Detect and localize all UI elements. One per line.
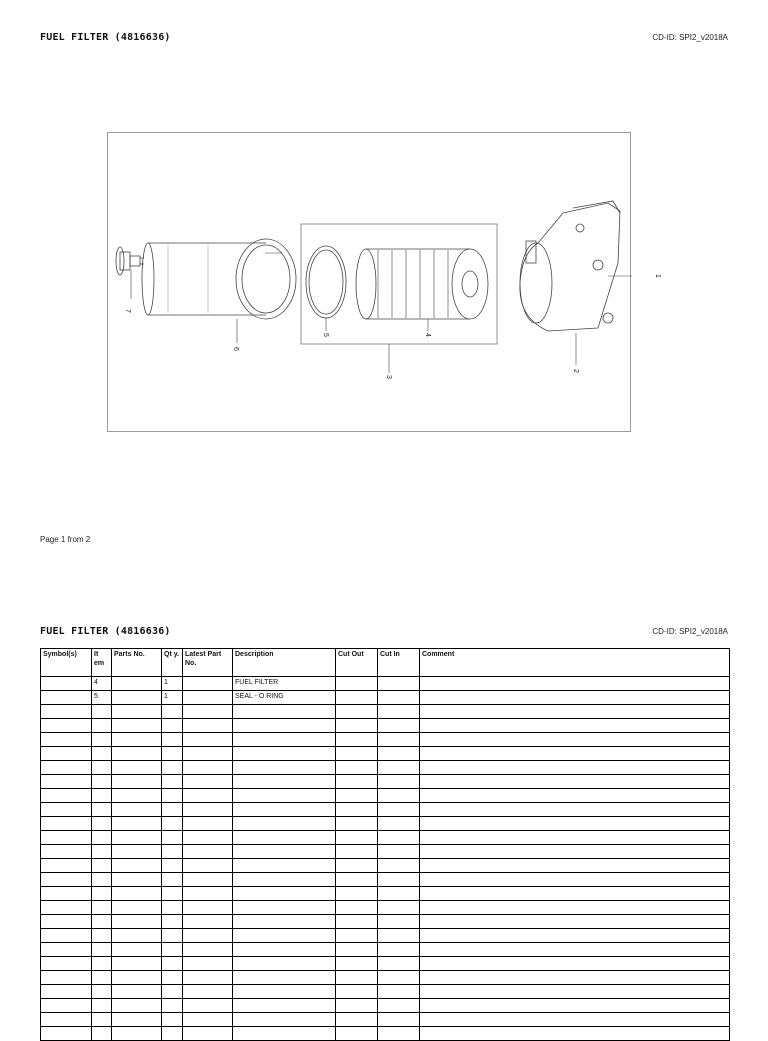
table-cell xyxy=(92,873,112,887)
page-number: Page 1 from 2 xyxy=(40,535,91,544)
table-cell xyxy=(162,733,183,747)
page-1-cd-id: CD-ID: SPI2_v2018A xyxy=(652,33,728,42)
leader-lines xyxy=(131,253,632,373)
callout-2: 2 xyxy=(572,369,579,373)
table-cell xyxy=(420,999,730,1013)
table-cell xyxy=(112,845,162,859)
table-cell xyxy=(162,929,183,943)
table-cell xyxy=(92,831,112,845)
table-cell xyxy=(336,775,378,789)
table-cell xyxy=(378,761,420,775)
table-cell xyxy=(112,719,162,733)
table-cell xyxy=(183,845,233,859)
table-cell xyxy=(183,915,233,929)
table-cell xyxy=(378,915,420,929)
table-cell xyxy=(336,831,378,845)
fuel-filter-drawing xyxy=(108,133,632,433)
table-cell xyxy=(162,943,183,957)
table-row-empty xyxy=(41,733,730,747)
table-cell xyxy=(336,1027,378,1041)
table-cell xyxy=(378,985,420,999)
table-cell xyxy=(183,859,233,873)
table-cell xyxy=(420,971,730,985)
table-cell xyxy=(92,915,112,929)
table-cell xyxy=(420,887,730,901)
table-cell xyxy=(112,677,162,691)
table-cell: 5 xyxy=(92,691,112,705)
table-cell xyxy=(112,705,162,719)
table-cell xyxy=(183,775,233,789)
table-cell xyxy=(420,943,730,957)
table-cell xyxy=(162,887,183,901)
table-cell xyxy=(41,817,92,831)
header-comment: Comment xyxy=(420,649,730,677)
table-cell xyxy=(378,929,420,943)
table-cell xyxy=(92,747,112,761)
table-cell xyxy=(92,719,112,733)
table-cell xyxy=(41,719,92,733)
table-cell xyxy=(112,775,162,789)
table-cell xyxy=(378,873,420,887)
table-cell xyxy=(336,887,378,901)
table-cell xyxy=(378,1013,420,1027)
table-cell xyxy=(233,915,336,929)
table-cell xyxy=(378,971,420,985)
table-cell xyxy=(112,789,162,803)
table-cell xyxy=(420,915,730,929)
table-cell xyxy=(41,901,92,915)
table-cell xyxy=(420,1027,730,1041)
table-cell xyxy=(112,915,162,929)
table-row-empty xyxy=(41,887,730,901)
table-cell xyxy=(92,1027,112,1041)
table-cell xyxy=(378,999,420,1013)
table-cell xyxy=(233,719,336,733)
header-cut-out: Cut Out xyxy=(336,649,378,677)
table-cell xyxy=(378,677,420,691)
table-cell xyxy=(41,761,92,775)
table-cell xyxy=(420,901,730,915)
table-cell xyxy=(183,817,233,831)
table-cell xyxy=(420,859,730,873)
table-row-empty xyxy=(41,761,730,775)
o-ring-part xyxy=(306,246,346,318)
table-cell xyxy=(162,915,183,929)
table-cell xyxy=(233,1027,336,1041)
table-cell xyxy=(112,901,162,915)
table-cell xyxy=(92,999,112,1013)
table-cell xyxy=(378,831,420,845)
table-row-empty xyxy=(41,971,730,985)
table-cell xyxy=(112,831,162,845)
table-cell xyxy=(183,929,233,943)
table-cell xyxy=(162,845,183,859)
table-cell xyxy=(183,677,233,691)
table-cell xyxy=(378,747,420,761)
table-cell xyxy=(112,691,162,705)
table-cell xyxy=(378,887,420,901)
callout-5: 5 xyxy=(322,333,329,337)
table-cell xyxy=(336,929,378,943)
table-cell xyxy=(420,817,730,831)
table-cell xyxy=(41,929,92,943)
table-cell xyxy=(162,775,183,789)
table-row-empty xyxy=(41,817,730,831)
table-cell xyxy=(92,705,112,719)
header-cut-in: Cut In xyxy=(378,649,420,677)
table-cell xyxy=(183,747,233,761)
table-cell xyxy=(41,705,92,719)
group-3-frame xyxy=(301,224,497,344)
table-cell xyxy=(378,719,420,733)
table-cell xyxy=(112,943,162,957)
callout-1-wrapper xyxy=(652,272,664,284)
header-description: Description xyxy=(233,649,336,677)
table-cell xyxy=(336,761,378,775)
table-cell xyxy=(41,971,92,985)
table-cell xyxy=(336,915,378,929)
table-cell xyxy=(233,817,336,831)
table-cell xyxy=(420,929,730,943)
table-row-empty xyxy=(41,985,730,999)
table-cell xyxy=(183,761,233,775)
table-cell xyxy=(378,691,420,705)
table-cell xyxy=(336,817,378,831)
table-cell xyxy=(162,957,183,971)
table-cell xyxy=(92,845,112,859)
table-cell xyxy=(420,789,730,803)
table-cell xyxy=(183,873,233,887)
table-cell xyxy=(92,803,112,817)
table-row-empty xyxy=(41,705,730,719)
table-cell xyxy=(112,985,162,999)
table-cell xyxy=(41,677,92,691)
header-parts-no: Parts No. xyxy=(112,649,162,677)
table-cell xyxy=(420,775,730,789)
table-row-empty xyxy=(41,873,730,887)
table-row-empty xyxy=(41,957,730,971)
table-cell xyxy=(162,761,183,775)
table-row-empty xyxy=(41,747,730,761)
table-cell xyxy=(420,733,730,747)
table-header-row xyxy=(41,649,730,677)
table-cell xyxy=(183,789,233,803)
table-row-empty xyxy=(41,901,730,915)
table-cell xyxy=(41,803,92,817)
table-cell xyxy=(233,831,336,845)
callout-7: 7 xyxy=(124,309,131,313)
table-cell xyxy=(162,705,183,719)
table-cell: 1 xyxy=(162,677,183,691)
table-cell xyxy=(420,831,730,845)
table-cell xyxy=(112,803,162,817)
header-latest-part-no: Latest Part No. xyxy=(183,649,233,677)
table-cell xyxy=(336,747,378,761)
table-cell xyxy=(41,915,92,929)
table-cell xyxy=(112,733,162,747)
table-cell xyxy=(112,957,162,971)
parts-table-body xyxy=(41,677,730,1041)
table-cell xyxy=(92,971,112,985)
table-cell xyxy=(233,859,336,873)
table-cell xyxy=(336,803,378,817)
callout-6: 6 xyxy=(232,347,239,351)
table-cell xyxy=(112,1027,162,1041)
table-cell xyxy=(336,677,378,691)
table-cell xyxy=(41,887,92,901)
header-symbols: Symbol(s) xyxy=(41,649,92,677)
table-cell xyxy=(183,1027,233,1041)
table-cell xyxy=(233,747,336,761)
table-cell: FUEL FILTER xyxy=(233,677,336,691)
table-cell xyxy=(112,1013,162,1027)
table-cell xyxy=(183,733,233,747)
table-cell xyxy=(162,859,183,873)
table-cell xyxy=(233,775,336,789)
table-cell xyxy=(162,719,183,733)
table-cell xyxy=(92,957,112,971)
table-cell xyxy=(92,859,112,873)
table-cell xyxy=(336,789,378,803)
table-cell xyxy=(183,999,233,1013)
table-cell xyxy=(420,845,730,859)
table-cell xyxy=(378,845,420,859)
table-cell xyxy=(336,901,378,915)
table-cell xyxy=(233,929,336,943)
table-cell xyxy=(378,1027,420,1041)
table-cell xyxy=(233,985,336,999)
table-row-empty xyxy=(41,859,730,873)
table-cell xyxy=(233,887,336,901)
filter-bowl-part xyxy=(142,239,296,319)
table-cell xyxy=(183,705,233,719)
table-cell xyxy=(420,691,730,705)
table-cell xyxy=(233,971,336,985)
table-cell xyxy=(112,999,162,1013)
table-row-empty xyxy=(41,831,730,845)
table-row-empty xyxy=(41,943,730,957)
table-cell xyxy=(112,747,162,761)
table-cell xyxy=(420,677,730,691)
table-row-empty xyxy=(41,719,730,733)
table-cell xyxy=(378,705,420,719)
table-cell xyxy=(336,943,378,957)
table-cell xyxy=(41,789,92,803)
table-cell xyxy=(112,887,162,901)
table-cell xyxy=(336,691,378,705)
table-cell xyxy=(378,957,420,971)
table-cell xyxy=(112,859,162,873)
table-cell xyxy=(41,999,92,1013)
table-cell xyxy=(420,873,730,887)
table-cell xyxy=(41,943,92,957)
table-cell xyxy=(420,1013,730,1027)
table-cell xyxy=(336,845,378,859)
table-cell xyxy=(112,929,162,943)
table-cell xyxy=(92,817,112,831)
table-cell xyxy=(420,719,730,733)
table-cell xyxy=(41,957,92,971)
table-row-empty xyxy=(41,789,730,803)
table-row-empty xyxy=(41,929,730,943)
table-cell xyxy=(233,803,336,817)
table-cell xyxy=(41,985,92,999)
table-cell xyxy=(233,789,336,803)
table-row-empty xyxy=(41,803,730,817)
table-cell xyxy=(378,817,420,831)
table-cell xyxy=(420,957,730,971)
table-cell xyxy=(336,705,378,719)
table-cell xyxy=(92,929,112,943)
table-cell xyxy=(183,901,233,915)
exploded-diagram xyxy=(107,132,631,432)
table-cell xyxy=(92,761,112,775)
table-cell xyxy=(183,831,233,845)
table-row-empty xyxy=(41,775,730,789)
table-cell xyxy=(41,1027,92,1041)
table-cell xyxy=(183,719,233,733)
table-cell xyxy=(92,901,112,915)
table-cell xyxy=(233,957,336,971)
filter-element-part xyxy=(356,249,488,319)
table-cell xyxy=(420,985,730,999)
table-row-empty xyxy=(41,1013,730,1027)
table-cell xyxy=(233,873,336,887)
table-cell xyxy=(336,957,378,971)
table-cell xyxy=(162,747,183,761)
table-cell xyxy=(162,985,183,999)
table-cell xyxy=(183,1013,233,1027)
table-cell xyxy=(183,887,233,901)
table-cell xyxy=(233,999,336,1013)
callout-1: 1 xyxy=(654,274,661,278)
table-cell xyxy=(183,985,233,999)
table-cell xyxy=(92,733,112,747)
table-cell xyxy=(336,719,378,733)
table-cell xyxy=(233,761,336,775)
table-cell: SEAL - O RING xyxy=(233,691,336,705)
table-row-empty xyxy=(41,1027,730,1041)
table-cell xyxy=(41,873,92,887)
table-cell xyxy=(112,873,162,887)
table-cell xyxy=(378,859,420,873)
callout-4: 4 xyxy=(424,333,431,337)
table-cell xyxy=(183,943,233,957)
table-cell xyxy=(162,1027,183,1041)
page-2-cd-id: CD-ID: SPI2_v2018A xyxy=(652,627,728,636)
table-cell xyxy=(336,971,378,985)
table-cell xyxy=(378,733,420,747)
table-cell xyxy=(378,775,420,789)
table-row-empty xyxy=(41,845,730,859)
callout-3: 3 xyxy=(385,375,392,379)
table-cell xyxy=(336,985,378,999)
table-cell xyxy=(162,803,183,817)
table-cell xyxy=(233,943,336,957)
table-cell xyxy=(378,943,420,957)
table-cell xyxy=(183,971,233,985)
table-cell xyxy=(92,985,112,999)
table-cell xyxy=(336,999,378,1013)
table-cell xyxy=(378,901,420,915)
table-row-empty xyxy=(41,999,730,1013)
table-cell xyxy=(336,1013,378,1027)
table-cell xyxy=(378,789,420,803)
table-cell xyxy=(162,971,183,985)
bleed-screw-part xyxy=(116,247,144,275)
table-cell xyxy=(420,761,730,775)
table-cell xyxy=(92,775,112,789)
table-cell: 4 xyxy=(92,677,112,691)
table-cell xyxy=(41,831,92,845)
table-cell xyxy=(92,943,112,957)
table-cell xyxy=(92,1013,112,1027)
table-cell xyxy=(41,747,92,761)
table-cell xyxy=(41,845,92,859)
header-item: It em xyxy=(92,649,112,677)
table-cell xyxy=(233,1013,336,1027)
table-cell xyxy=(162,1013,183,1027)
table-cell xyxy=(336,733,378,747)
table-cell xyxy=(112,971,162,985)
table-cell: 1 xyxy=(162,691,183,705)
table-cell xyxy=(420,803,730,817)
filter-head-part xyxy=(520,201,620,331)
table-cell xyxy=(41,1013,92,1027)
table-cell xyxy=(420,747,730,761)
table-row-empty xyxy=(41,915,730,929)
page-1-title: FUEL FILTER (4816636) xyxy=(40,32,171,43)
table-cell xyxy=(420,705,730,719)
table-cell xyxy=(233,733,336,747)
table-cell xyxy=(41,859,92,873)
table-cell xyxy=(92,887,112,901)
table-cell xyxy=(336,859,378,873)
table-cell xyxy=(233,901,336,915)
table-cell xyxy=(41,691,92,705)
parts-table xyxy=(40,648,730,1041)
table-cell xyxy=(233,845,336,859)
table-cell xyxy=(112,761,162,775)
table-cell xyxy=(41,775,92,789)
table-cell xyxy=(162,901,183,915)
table-cell xyxy=(112,817,162,831)
table-cell xyxy=(336,873,378,887)
table-cell xyxy=(41,733,92,747)
table-cell xyxy=(233,705,336,719)
table-cell xyxy=(183,803,233,817)
table-cell xyxy=(162,831,183,845)
table-cell xyxy=(378,803,420,817)
table-row xyxy=(41,677,730,691)
header-qty: Qt y. xyxy=(162,649,183,677)
page-2-title: FUEL FILTER (4816636) xyxy=(40,626,171,637)
table-cell xyxy=(183,957,233,971)
table-cell xyxy=(183,691,233,705)
table-cell xyxy=(92,789,112,803)
table-cell xyxy=(162,873,183,887)
table-row xyxy=(41,691,730,705)
table-cell xyxy=(162,817,183,831)
table-cell xyxy=(162,789,183,803)
table-cell xyxy=(162,999,183,1013)
